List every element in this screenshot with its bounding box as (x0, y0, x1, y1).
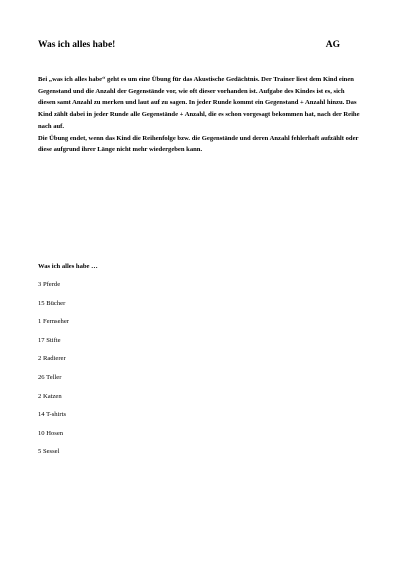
list-item: 3 Pferde (38, 281, 61, 288)
list-item: 5 Sessel (38, 448, 60, 456)
instructions-paragraph-1: Bei „was ich alles habe“ geht es um eine Übung für das Akustische Gedächtnis. Der Trainer liest dem Kind einen Gegenstand und die Anzahl der Gegenstände vor, wie oft dieser vorhanden ist. Aufgabe des Kindes ist es, sich diesen samt Anzahl zu merken und laut auf zu sagen. In jeder Runde kommt ein Gegenstand + Anzahl hinzu. Das Kind zählt dabei in jeder Runde alle Gegenstände + Anzahl, die es schon vorgesagt bekommen hat, nach der Reihe nach auf. (38, 76, 360, 130)
list-item: 15 Bücher (38, 299, 66, 307)
instructions-text (38, 74, 362, 156)
list-item: 14 T-shirts (38, 411, 67, 419)
list-item: 26 Teller (38, 373, 62, 381)
list-item: 2 Katzen (38, 392, 62, 400)
list-item: 10 Hosen (38, 429, 64, 437)
page-header (38, 40, 364, 54)
item-list (38, 281, 69, 467)
list-heading: Was ich alles habe … (38, 263, 98, 270)
author-initials: AG (325, 40, 340, 50)
list-item: 2 Radierer (38, 355, 66, 363)
instructions-paragraph-2: Die Übung endet, wenn das Kind die Reihenfolge bzw. die Gegenstände und deren Anzahl fehlerhaft aufzählt oder diese aufgrund ihrer Länge nicht mehr wiedergeben kann. (38, 134, 359, 154)
page-title: Was ich alles habe! (38, 40, 116, 50)
list-item: 17 Stifte (38, 336, 61, 344)
list-item: 1 Fernseher (38, 318, 69, 326)
